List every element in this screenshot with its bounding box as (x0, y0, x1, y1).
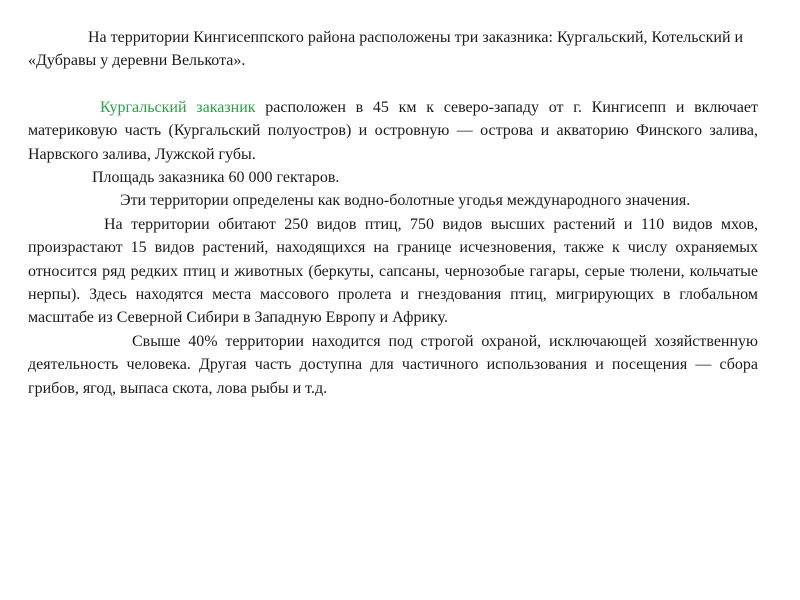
paragraph-area: Площадь заказника 60 000 гектаров. (92, 169, 340, 187)
paragraph-kurgalsky (28, 96, 758, 166)
paragraph-protection: Свыше 40% территории находится под строгой охраной, исключающей хозяйственную деятельность человека. Другая часть доступна для частичного использования и посещения — сбора грибов, ягод, выпаса скота, лова рыбы и т.д. (28, 332, 758, 397)
paragraph-kurgalsky-text: расположен в 45 км к северо-западу от г. Кингисепп и включает материковую часть (Кургальский полуостров) и островную — острова и акваторию Финского залива, Нарвского залива, Лужской губы. (28, 98, 759, 163)
paragraph-wetlands: Эти территории определены как водно-болотные угодья международного значения. (120, 192, 691, 210)
kurgalsky-reserve-highlight: Кургальский заказник (100, 98, 256, 116)
paragraph-species: На территории обитают 250 видов птиц, 750 видов высших растений и 110 видов мхов, произрастают 15 видов растений, находящихся на границе исчезновения, также к числу охраняемых относится ряд редких птиц и животных (беркуты, сапсаны, чернозобые гагары, серые тюлени, кольчатые нерпы). Здесь находятся места массового пролета и гнездования птиц, мигрирующих в глобальном масштабе из Северной Сибири в Западную Европу и Африку. (28, 215, 758, 327)
document-text (28, 26, 758, 400)
paragraph-intro: На территории Кингисеппского района расположены три заказника: Кургальский, Котельский и «Дубравы у деревни Велькота». (28, 29, 744, 70)
